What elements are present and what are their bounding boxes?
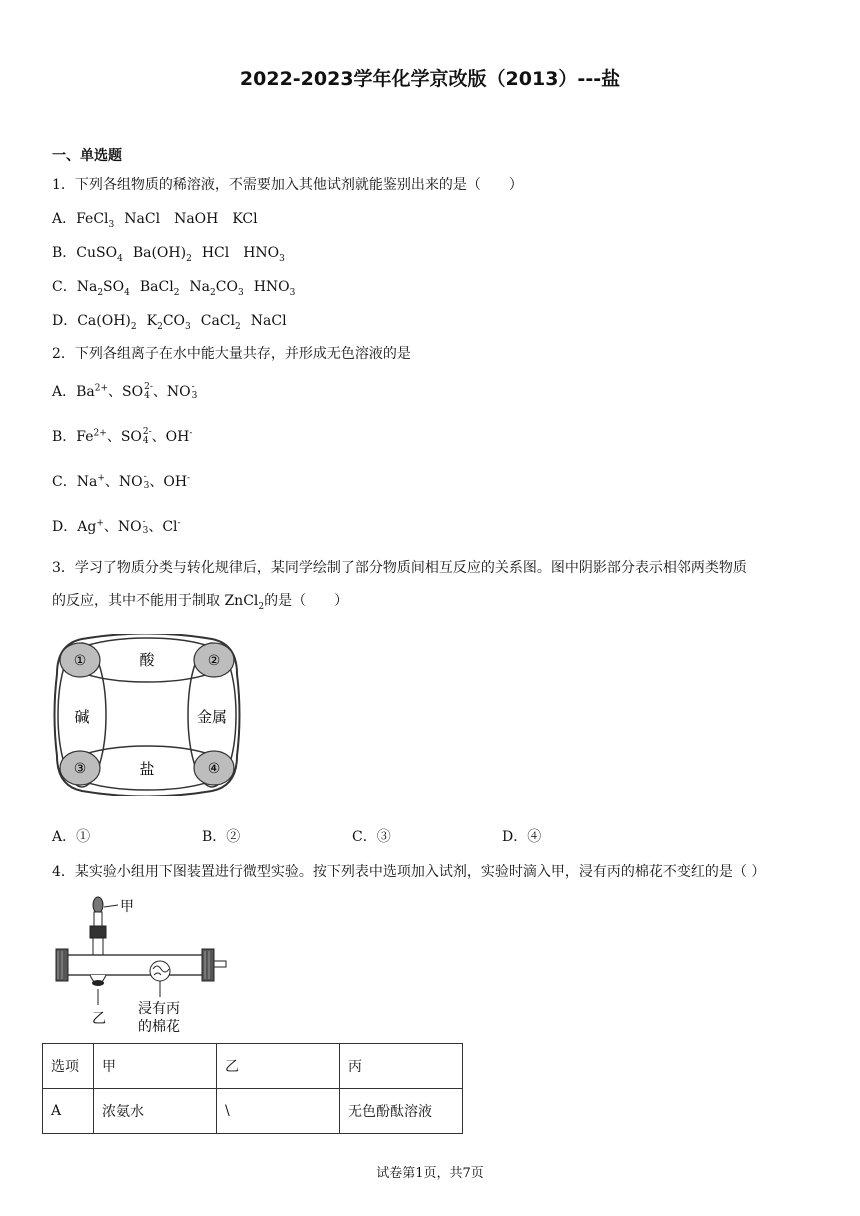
- label-yi: 乙: [92, 1011, 106, 1027]
- overlap-2-label: ②: [207, 653, 221, 669]
- table-cell: A: [43, 1089, 94, 1134]
- q1-option-a: A．FeCl$_3$ NaCl NaOH KCl: [52, 211, 258, 230]
- label-jia: 甲: [120, 899, 134, 915]
- question-4-stem: 4．某实验小组用下图装置进行微型实验。按下列表中选项加入试剂，实验时滴入甲，浸有丙的棉花不变红的是（ ）: [52, 864, 766, 880]
- question-3-stem-line2: 的反应，其中不能用于制取 ZnCl$_2$的是（ ）: [52, 593, 349, 612]
- question-3-stem-line1: 3．学习了物质分类与转化规律后，某同学绘制了部分物质间相互反应的关系图。图中阴影部分表示相邻两类物质: [52, 560, 747, 576]
- q2-option-c: C．Na+、NO - 3 、OH-: [52, 472, 191, 491]
- q2-option-b: B．$Fe^{2+}$、SO 2- 4 、OH-: [52, 427, 193, 446]
- overlap-1-label: ①: [73, 653, 87, 669]
- label-bing-line2: 的棉花: [138, 1019, 180, 1035]
- table-header-row: [43, 1044, 463, 1089]
- salt-label: 盐: [139, 760, 155, 778]
- q3-choice-d: D．④: [502, 829, 542, 845]
- micro-experiment-apparatus: [52, 893, 232, 1038]
- metal-label: 金属: [196, 708, 228, 726]
- base-label: 碱: [74, 708, 90, 726]
- overlap-4-label: ④: [207, 761, 221, 777]
- q3-choice-b: B．②: [202, 829, 241, 845]
- horizontal-tube: [66, 955, 204, 975]
- page-title: 2022-2023学年化学京改版（2013）---盐: [239, 68, 621, 90]
- q2-option-d: D．Ag+、NO - 3 、Cl-: [52, 517, 181, 536]
- question-1-stem: 1．下列各组物质的稀溶液，不需要加入其他试剂就能鉴别出来的是（ ）: [52, 177, 523, 193]
- q2-option-a: A．$Ba^{2+}$、SO 2- 4 、NO - 3: [52, 382, 198, 401]
- question-2-stem: 2．下列各组离子在水中能大量共存，并形成无色溶液的是: [52, 346, 411, 362]
- label-bing-line1: 浸有丙: [138, 1001, 180, 1017]
- table-cell: 无色酚酞溶液: [340, 1089, 463, 1134]
- table-cell: 浓氨水: [94, 1089, 217, 1134]
- reagent-table: [42, 1043, 463, 1134]
- table-header-cell: 甲: [94, 1044, 217, 1089]
- table-cell: \: [217, 1089, 340, 1134]
- acid-label: 酸: [139, 651, 155, 669]
- section-heading: 一、单选题: [52, 148, 122, 164]
- table-header-cell: 丙: [340, 1044, 463, 1089]
- table-row: [43, 1089, 463, 1134]
- q3-choice-c: C．③: [352, 829, 391, 845]
- page-footer: 试卷第1页，共7页: [376, 1166, 484, 1181]
- q1-option-c: C．$Na_2SO_4$ BaCl$_2$ $Na_2CO_3$ $HNO_3$: [52, 279, 296, 298]
- q1-option-d: D．$Ca(OH)_2$ $K_2CO_3$ CaCl$_2$ NaCl: [52, 313, 287, 332]
- table-header-cell: 乙: [217, 1044, 340, 1089]
- q3-choice-a: A．①: [52, 829, 91, 845]
- overlap-3-label: ③: [73, 761, 87, 777]
- dropper-bulb: [93, 897, 103, 913]
- reaction-relationship-diagram: [52, 634, 242, 796]
- q1-option-b: B．CuSO$_4$ $Ba(OH)_2$ HCl $HNO_3$: [52, 245, 285, 264]
- table-header-cell: 选项: [43, 1044, 94, 1089]
